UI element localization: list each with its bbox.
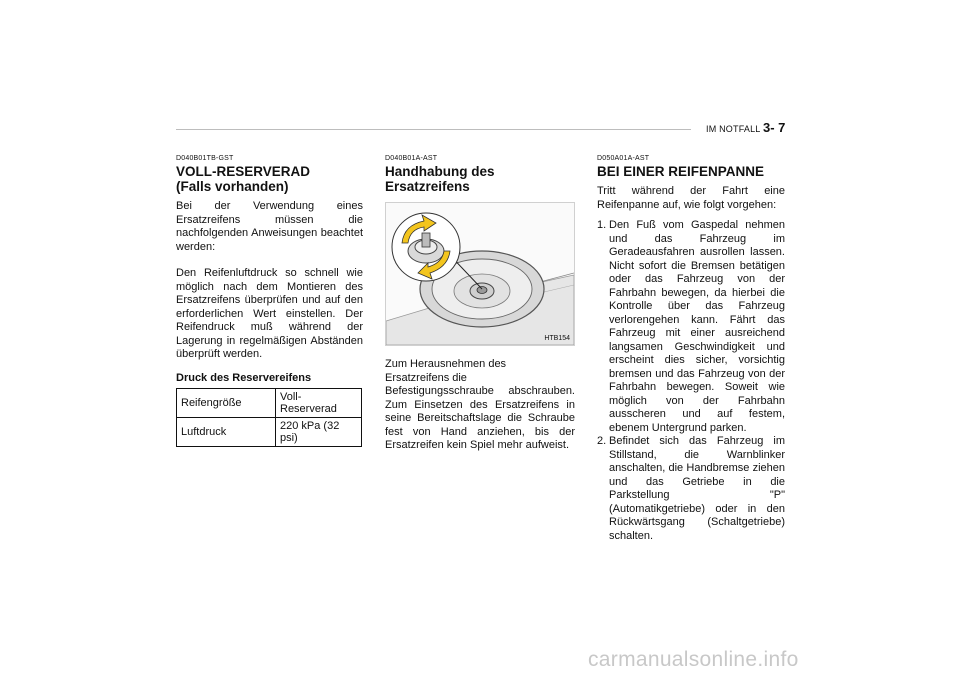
section-title — [176, 164, 363, 194]
header-section-title: IM NOTFALL — [706, 124, 761, 134]
step-number: 2. — [597, 435, 607, 447]
paragraph-flat-intro: Tritt während der Fahrt eine Reifenpanne auf, wie folgt vorgehen: — [597, 185, 785, 211]
section-title: BEI EINER REIFENPANNE — [597, 164, 765, 179]
table-row — [177, 417, 362, 446]
section-code: D040B01A-AST — [385, 155, 438, 162]
spare-pressure-table — [176, 388, 362, 447]
table-cell: Luftdruck — [177, 417, 276, 446]
spare-tire-illustration — [385, 202, 575, 346]
column-flat-tire — [597, 155, 785, 543]
column-spare-handling — [385, 155, 575, 453]
column-full-spare — [176, 155, 363, 447]
list-item — [597, 435, 785, 543]
figure-label: HTB154 — [544, 335, 570, 342]
spare-tire-drawing — [386, 203, 574, 345]
header-page-number: 3- 7 — [763, 120, 786, 135]
watermark: carmanualsonline.info — [588, 648, 799, 671]
section-title-line2: (Falls vorhanden) — [176, 179, 289, 194]
table-cell: 220 kPa (32 psi) — [276, 417, 362, 446]
table-cell: Voll-Reserverad — [276, 388, 362, 417]
step-text: Befindet sich das Fahrzeug im Stillstand, die Warnblinker anschalten, die Handbremse ziehen und das Getriebe in die Parkstellung "P" (Automatikgetriebe) oder in den Rückwärtsgang (Schaltgetriebe) schalten. — [609, 435, 785, 542]
paragraph-spare-handling: Zum Herausnehmen des Ersatzreifens die Befestigungsschraube abschrauben. Zum Einsetzen des Ersatzreifens in seine Bereitschaftslage die Schraube fest von Hand anziehen, bis der Ersatzreifen kein Spiel mehr aufweist. — [385, 358, 575, 451]
paragraph-pressure-check: Den Reifenluftdruck so schnell wie möglich nach dem Montieren des Ersatzreifens überprüfen und auf den erforderlichen Wert einstellen. Der Reifendruck muß während der Lagerung in regelmäßigen Abständen überprüft werden. — [176, 267, 363, 360]
flat-tire-steps — [597, 219, 785, 543]
step-number: 1. — [597, 219, 607, 231]
header-rule — [176, 129, 691, 130]
list-item — [597, 219, 785, 435]
subheading-spare-pressure: Druck des Reservereifens — [176, 371, 312, 384]
section-title: Handhabung des Ersatzreifens — [385, 164, 495, 194]
table-row — [177, 388, 362, 417]
section-title-line1: VOLL-RESERVERAD — [176, 164, 311, 179]
step-text: Den Fuß vom Gaspedal nehmen und das Fahrzeug im Geradeausfahren ausrollen lassen. Nicht sofort die Bremsen betätigen oder das Fahrzeug von der Fahrbahn bewegen, da hierbei die Kontrolle über das Fahrzeug verlorengehen kann. Fährt das Fahrzeug mit einer ausreichend langsamen Geschwindigkeit und erscheint dies sicher, vorsichtig bremsen und das Fahrzeug von der Fahrbahn bewegen. Soweit wie möglich von der Fahrbahn ausscheren und auf festem, ebenem Untergrund parken. — [609, 219, 785, 434]
section-code: D040B01TB-GST — [176, 155, 234, 162]
section-code: D050A01A-AST — [597, 155, 650, 162]
paragraph-intro: Bei der Verwendung eines Ersatzreifens müssen die nachfolgenden Anweisungen beachtet werden: — [176, 200, 363, 253]
table-cell: Reifengröße — [177, 388, 276, 417]
